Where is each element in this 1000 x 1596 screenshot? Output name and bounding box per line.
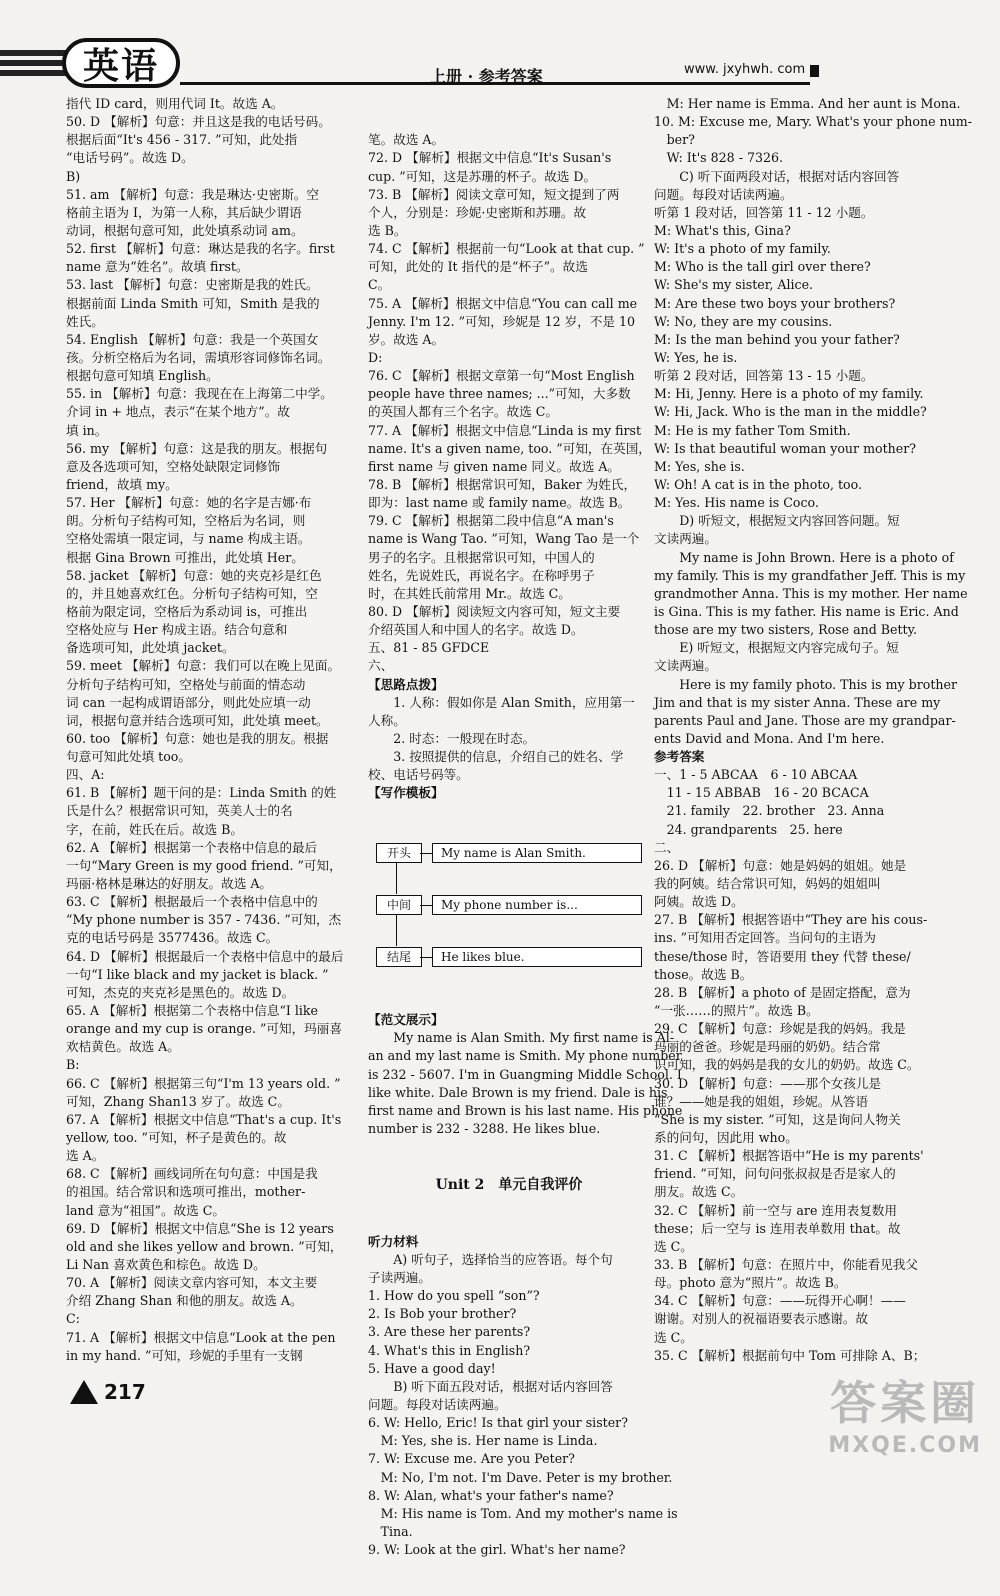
text-line: 【范文展示】 [368, 1012, 444, 1028]
text-line: name is Wang Tao. ”可知，Wang Tao 是一个 [368, 531, 640, 547]
text-line: M: Hi, Jenny. Here is a photo of my family. [654, 386, 924, 402]
text-line: name. It's a given name, too. ”可知，在英国， [368, 440, 651, 456]
text-line: orange and my cup is orange. ”可知，玛丽喜 [66, 1021, 342, 1037]
text-line: 1. How do you spell “son”? [368, 1288, 540, 1304]
text-line: 6. W: Hello, Eric! Is that girl your sister? [368, 1415, 628, 1431]
text-line: 65. A 【解析】根据第二个表格中信息“I like [66, 1003, 318, 1019]
text-line: 3. 按照提供的信息，介绍自己的姓名、学 [368, 749, 624, 765]
arrow-right-icon [420, 905, 432, 924]
text-line: 根据 Gina Brown 可推出，此处填 Her。 [66, 549, 304, 565]
text-line: 75. A 【解析】根据文中信息“You can call me [368, 295, 638, 311]
text-line: 7. W: Excuse me. Are you Peter? [368, 1451, 575, 1467]
text-line: 即为：last name 或 family name。故选 B。 [368, 495, 631, 511]
text-line: 58. jacket 【解析】句意：她的夹克衫是红色 [66, 567, 322, 583]
text-line: land 意为“祖国”。故选 C。 [66, 1202, 225, 1218]
text-line: Tina. [368, 1524, 413, 1539]
text-line: 听第 1 段对话，回答第 11 - 12 小题。 [654, 204, 874, 220]
text-line: 空格处应与 Her 构成主语。结合句意和 [66, 622, 288, 638]
text-line: 氏是什么？根据常识可知，英美人士的名 [66, 803, 293, 819]
text-line: My name is John Brown. Here is a photo of [654, 549, 954, 565]
text-line: ber? [654, 132, 695, 148]
text-line: 笔。故选 A。 [368, 132, 445, 148]
text-line: 57. Her 【解析】句意：她的名字是吉娜·布 [66, 495, 312, 511]
text-line: those。故选 B。 [654, 966, 753, 982]
text-line: 53. last 【解析】句意：史密斯是我的姓氏。 [66, 277, 319, 293]
text-line: 玛丽·格林是琳达的好朋友。故选 A。 [66, 876, 273, 892]
text-line: M: Yes. His name is Coco. [654, 495, 819, 511]
text-line: 26. D 【解析】句意：她是妈妈的姐姐。她是 [654, 857, 907, 873]
text-line: 词，根据句意并结合选项可知，此处填 meet。 [66, 712, 329, 728]
text-line: M: Is the man behind you your father? [654, 331, 900, 347]
text-line: W: Oh! A cat is in the photo, too. [654, 476, 862, 492]
text-line: 孩。分析空格后为名词，需填形容词修饰名词。 [66, 349, 331, 365]
text-line: 77. A 【解析】根据文中信息“Linda is my first [368, 422, 642, 438]
text-line: B) [66, 168, 81, 184]
text-line: 【写作模板】 [368, 785, 444, 801]
text-line: ents David and Mona. And I'm here. [654, 730, 885, 746]
text-line: 67. A 【解析】根据文中信息“That's a cup. It's [66, 1111, 342, 1127]
text-line: 朋友。故选 C。 [654, 1184, 744, 1200]
text-line: M: Who is the tall girl over there? [654, 259, 871, 275]
text-line: 5. Have a good day! [368, 1360, 496, 1376]
watermark [828, 1367, 982, 1458]
text-line: 个人，分别是：珍妮·史密斯和苏珊。故 [368, 204, 587, 220]
text-line: M: His name is Tom. And my mother's name is [368, 1505, 678, 1521]
text-line: 四、A: [66, 767, 105, 783]
text-line: 1. 人称：假如你是 Alan Smith，应用第一 [368, 694, 635, 710]
text-line: number is 232 - 3288. He likes blue. [368, 1120, 601, 1136]
text-line: 66. C 【解析】根据第三句“I'm 13 years old. ” [66, 1075, 341, 1091]
text-line: W: It's a photo of my family. [654, 241, 831, 257]
text-line: 人称。 [368, 712, 406, 728]
header-title: 上册 · 参考答案 [430, 67, 543, 86]
text-line: 一句“I like black and my jacket is black. ” [66, 966, 329, 982]
text-line: W: No, they are my cousins. [654, 313, 833, 329]
text-line: 可知，此处的 It 指代的是“杯子”。故选 [368, 259, 588, 275]
text-line: 29. C 【解析】句意：珍妮是我的妈妈。我是 [654, 1021, 906, 1037]
text-line: 谁？——她是我的姐姐，珍妮。从答语 [654, 1093, 869, 1109]
text-line: 句意可知此处填 too。 [66, 749, 191, 765]
text-line: 格前主语为 I，为第一人称，其后缺少谓语 [66, 204, 302, 220]
text-line: M: He is my father Tom Smith. [654, 422, 851, 438]
text-line: name 意为“姓名”。故填 first。 [66, 259, 249, 275]
arrow-right-icon [420, 853, 432, 872]
text-line: 校、电话号码等。 [368, 767, 469, 783]
text-line: 78. B 【解析】根据常识可知，Baker 为姓氏， [368, 476, 637, 492]
header-square-icon [810, 65, 819, 77]
text-line: old and she likes yellow and brown. ”可知， [66, 1238, 343, 1254]
text-line: 52. first 【解析】句意：琳达是我的名字。first [66, 241, 335, 257]
text-line: 4. What's this in English? [368, 1342, 531, 1358]
text-line: 问题。每段对话读两遍。 [368, 1397, 507, 1413]
text-line: these；后一空与 is 连用表单数用 that。故 [654, 1220, 901, 1236]
text-line: “She is my sister. ”可知，这是询问人物关 [654, 1111, 901, 1127]
text-line: M: Yes, she is. Her name is Linda. [368, 1433, 598, 1449]
text-line: is Gina. This is my father. His name is Eric. And [654, 603, 959, 619]
watermark-logo-text: 答案圈 [830, 1376, 981, 1430]
text-line: 阿姨。故选 D。 [654, 894, 744, 910]
diagram-middle-label: 中间 [376, 895, 422, 915]
text-line: M: What's this, Gina? [654, 222, 791, 238]
text-line: those are my two sisters, Rose and Betty. [654, 622, 918, 638]
text-line: 3. Are these her parents? [368, 1324, 531, 1340]
diagram-start-text: My name is Alan Smith. [432, 843, 642, 863]
text-line: 文读两遍。 [654, 531, 717, 547]
text-line: 27. B 【解析】根据答语中“They are his cous- [654, 912, 928, 928]
text-line: 64. D 【解析】根据最后一个表格中信息中的最后 [66, 948, 344, 964]
text-line: first name 与 given name 同义。故选 A。 [368, 458, 621, 474]
text-line: 介词 in + 地点，表示“在某个地方”。故 [66, 404, 290, 420]
text-line: 选 C。 [654, 1238, 693, 1254]
text-line: 选 A。 [66, 1148, 105, 1164]
text-line: 的，并且她喜欢红色。分析句子结构可知，空 [66, 585, 318, 601]
text-line: 参考答案 [654, 749, 705, 765]
text-line: 时，在其姓氏前常用 Mr.。故选 C。 [368, 585, 571, 601]
text-line: 根据后面“It's 456 - 317. ”可知，此处指 [66, 132, 298, 148]
text-line: 词 can 一起构成谓语部分，则此处应填一动 [66, 694, 311, 710]
text-line: 的祖国。结合常识和选项可推出，mother- [66, 1184, 306, 1200]
text-line: 80. D 【解析】阅读短文内容可知，短文主要 [368, 603, 621, 619]
text-line: 可知，Zhang Shan13 岁了。故选 C。 [66, 1093, 290, 1109]
text-line: 文读两遍。 [654, 658, 717, 674]
diagram-start-label: 开头 [376, 843, 422, 863]
text-line: “电话号码”。故选 D。 [66, 150, 194, 166]
arrow-down-icon [396, 863, 397, 894]
text-line: 10. M: Excuse me, Mary. What's your phone num- [654, 114, 972, 130]
text-line: Li Nan 喜欢黄色和棕色。故选 D。 [66, 1257, 266, 1272]
text-line: like white. Dale Brown is my friend. Dale is his [368, 1084, 668, 1100]
text-line: C) 听下面两段对话，根据对话内容回答 [654, 168, 900, 184]
text-line: 2. Is Bob your brother? [368, 1306, 517, 1322]
text-line: 31. C 【解析】根据答语中“He is my parents' [654, 1148, 924, 1164]
text-line: 介绍英国人和中国人的名字。故选 D。 [368, 622, 584, 638]
header-stripe [0, 60, 62, 66]
text-line: 分析句子结构可知，空格处与前面的情态动 [66, 676, 306, 692]
page-header [0, 30, 1000, 92]
arrow-down-icon [396, 915, 397, 946]
text-line: friend，故填 my。 [66, 476, 178, 492]
text-line: 听第 2 段对话，回答第 13 - 15 小题。 [654, 368, 874, 384]
text-line: B) 听下面五段对话，根据对话内容回答 [368, 1378, 613, 1394]
text-line: these/those 时，答语要用 they 代替 these/ [654, 948, 911, 964]
text-line: 备选项可知，此处填 jacket。 [66, 640, 235, 656]
text-line: B: [66, 1057, 80, 1073]
text-line: D: [368, 350, 383, 365]
text-line: “My phone number is 357 - 7436. ”可知，杰 [66, 912, 342, 928]
text-line: 根据前面 Linda Smith 可知，Smith 是我的 [66, 295, 320, 311]
text-line: 71. A 【解析】根据文中信息“Look at the pen [66, 1329, 336, 1345]
text-line: first name and Brown is his last name. His phone [368, 1102, 683, 1118]
text-line: M: Yes, she is. [654, 458, 745, 474]
text-line: 二、 [654, 839, 680, 855]
text-line: 意及各选项可知，空格处缺限定词修饰 [66, 458, 281, 474]
text-line: 我的阿姨。结合常识可知，妈妈的姐姐叫 [654, 876, 881, 892]
text-line: 姓名，先说姓氏，再说名字。在称呼男子 [368, 567, 595, 583]
text-line: A) 听句子，选择恰当的应答语。每个句 [368, 1251, 613, 1267]
subject-logo: 英语 [62, 38, 180, 88]
text-line: 系的问句，因此用 who。 [654, 1130, 798, 1146]
text-line: 56. my 【解析】句意：这是我的朋友。根据句 [66, 440, 328, 456]
text-line: Here is my family photo. This is my brother [654, 676, 957, 692]
text-line: C。 [368, 277, 391, 293]
text-line: D) 听短文，根据短文内容回答问题。短 [654, 513, 900, 529]
triangle-icon [70, 1380, 98, 1404]
text-line: 28. B 【解析】a photo of 是固定搭配，意为 [654, 984, 911, 1000]
text-line: 50. D 【解析】句意：并且这是我的电话号码。 [66, 114, 331, 130]
text-line: C: [66, 1311, 80, 1327]
text-line: 可知，杰克的夹克衫是黑色的。故选 D。 [66, 984, 295, 1000]
text-line: 【思路点拨】 [368, 676, 444, 692]
header-stripe [0, 50, 70, 56]
text-line: yellow, too. ”可知，杯子是黄色的。故 [66, 1130, 287, 1146]
text-line: 空格处需填一限定词，与 name 构成主语。 [66, 531, 311, 547]
text-line: 指代 ID card，则用代词 It。故选 A。 [66, 96, 284, 111]
column-left [66, 95, 358, 1365]
text-line: E) 听短文，根据短文内容完成句子。短 [654, 640, 899, 656]
text-line: 72. D 【解析】根据文中信息“It's Susan's [368, 150, 612, 166]
text-line: 选 C。 [654, 1329, 693, 1345]
text-line: 填 in。 [66, 422, 108, 438]
text-line: cup. ”可知，这是苏珊的杯子。故选 D。 [368, 168, 597, 184]
text-line: my family. This is my grandfather Jeff. This is my [654, 567, 966, 583]
text-line: 六、 [368, 658, 394, 674]
column-right [654, 95, 972, 1365]
text-line: 51. am 【解析】句意：我是琳达·史密斯。空 [66, 186, 319, 202]
text-line: M: Her name is Emma. And her aunt is Mona. [654, 96, 961, 111]
text-line: friend. ”可知，问句问张叔叔是否是家人的 [654, 1166, 896, 1182]
text-line: 岁。故选 A。 [368, 331, 445, 347]
text-line: W: Is that beautiful woman your mother? [654, 440, 916, 456]
text-line: 69. D 【解析】根据文中信息“She is 12 years [66, 1220, 334, 1236]
text-line: 33. B 【解析】句意：在照片中，你能看见我父 [654, 1257, 918, 1272]
page-number-text: 217 [104, 1380, 146, 1404]
writing-template-diagram [368, 843, 650, 969]
text-line: 76. C 【解析】根据文章第一句“Most English [368, 368, 635, 384]
text-line: 60. too 【解析】句意：她也是我的朋友。根据 [66, 730, 329, 746]
text-line: 79. C 【解析】根据第二段中信息“A man's [368, 513, 614, 529]
text-line: W: Yes, he is. [654, 349, 738, 365]
text-line: W: It's 828 - 7326. [654, 150, 784, 166]
text-line: ins. ”可知用否定回答。当问句的主语为 [654, 930, 876, 946]
text-line: 32. C 【解析】前一空与 are 连用表复数用 [654, 1202, 897, 1218]
text-line: 玛丽的爸爸。珍妮是玛丽的奶奶。结合常 [654, 1039, 881, 1055]
text-line: W: She's my sister, Alice. [654, 277, 814, 293]
text-line: “一张……的照片”。故选 B。 [654, 1003, 819, 1019]
text-line: 70. A 【解析】阅读文章内容可知，本文主要 [66, 1275, 318, 1291]
text-line: 34. C 【解析】句意：——玩得开心啊！—— [654, 1293, 906, 1309]
text-line: 74. C 【解析】根据前一句“Look at that cup. ” [368, 241, 645, 257]
header-stripe [0, 70, 66, 76]
unit-title: Unit 2 单元自我评价 [435, 1177, 583, 1194]
text-line: 一、1 - 5 ABCAA 6 - 10 ABCAA [654, 767, 858, 783]
text-line: 30. D 【解析】句意：——那个女孩儿是 [654, 1075, 882, 1091]
text-line: 子读两遍。 [368, 1270, 431, 1286]
text-line: 的英国人都有三个名字。故选 C。 [368, 404, 558, 420]
text-line: 母。photo 意为“照片”。故选 B。 [654, 1275, 847, 1291]
text-line: 根据句意可知填 English。 [66, 368, 219, 384]
text-line: 8. W: Alan, what's your father's name? [368, 1487, 614, 1503]
text-line: 动词，根据句意可知，此处填系动词 am。 [66, 222, 304, 238]
text-line: 谢谢。对别人的祝福语要表示感谢。故 [654, 1311, 869, 1327]
text-line: 字，在前，姓氏在后。故选 B。 [66, 821, 243, 837]
text-line: in my hand. ”可知，珍妮的手里有一支钢 [66, 1347, 303, 1363]
text-line: Jenny. I'm 12. ”可知，珍妮是 12 岁，不是 10 [368, 313, 636, 329]
answers-72-to-template [368, 131, 650, 802]
text-line: 63. C 【解析】根据最后一个表格中信息中的 [66, 894, 318, 910]
text-line: 朗。分析句子结构可知，空格后为名词，则 [66, 513, 306, 529]
text-line: 问题。每段对话读两遍。 [654, 186, 793, 202]
text-line: 2. 时态：一般现在时态。 [368, 730, 536, 746]
text-line: parents Paul and Jane. Those are my grandpar- [654, 712, 956, 728]
diagram-middle-text: My phone number is... [432, 895, 642, 915]
text-line: 姓氏。 [66, 313, 104, 329]
text-line: My name is Alan Smith. My first name is Al- [368, 1030, 675, 1046]
text-line: 9. W: Look at the girl. What's her name? [368, 1542, 626, 1558]
text-line: grandmother Anna. This is my mother. Her name [654, 585, 968, 601]
text-line: M: Are these two boys your brothers? [654, 295, 896, 311]
text-line: 介绍 Zhang Shan 和他的朋友。故选 A。 [66, 1293, 303, 1309]
text-line: Jim and that is my sister Anna. These are my [654, 694, 941, 710]
watermark-url: MXQE.COM [828, 1433, 982, 1458]
text-line: 24. grandparents 25. here [654, 821, 843, 837]
text-line: is 232 - 5607. I'm in Guangming Middle School. I [368, 1066, 682, 1082]
text-line: 21. family 22. brother 23. Anna [654, 803, 885, 819]
text-line: an and my last name is Smith. My phone number [368, 1048, 682, 1064]
diagram-end-text: He likes blue. [432, 947, 642, 967]
model-essay [368, 1011, 683, 1138]
header-url: www. jxyhwh. com [684, 62, 806, 77]
diagram-end-label: 结尾 [376, 947, 422, 967]
arrow-right-icon [420, 957, 432, 976]
text-line: M: No, I'm not. I'm Dave. Peter is my brother. [368, 1469, 673, 1485]
text-line: 11 - 15 ABBAB 16 - 20 BCACA [654, 785, 869, 801]
text-line: 一句“Mary Green is my good friend. ”可知， [66, 857, 342, 873]
text-line: 识可知，我的妈妈是我的女儿的奶奶。故选 C。 [654, 1057, 920, 1073]
text-line: 68. C 【解析】画线词所在句句意：中国是我 [66, 1166, 318, 1182]
text-line: 35. C 【解析】根据前句中 Tom 可排除 A、B； [654, 1347, 926, 1363]
text-line: 59. meet 【解析】句意：我们可以在晚上见面。 [66, 658, 341, 674]
text-line: people have three names; ...”可知，大多数 [368, 386, 631, 402]
text-line: 73. B 【解析】阅读文章可知，短文提到了两 [368, 186, 620, 202]
text-line: 62. A 【解析】根据第一个表格中信息的最后 [66, 839, 318, 855]
text-line: 61. B 【解析】题干问的是：Linda Smith 的姓 [66, 785, 337, 801]
text-line: 54. English 【解析】句意：我是一个英国女 [66, 331, 319, 347]
text-line: 克的电话号码是 3577436。故选 C。 [66, 930, 279, 946]
text-line: W: Hi, Jack. Who is the man in the middle? [654, 404, 927, 420]
text-line: 选 B。 [368, 223, 407, 239]
text-line: 五、81 - 85 GFDCE [368, 640, 490, 656]
text-line: 格前为限定词，空格后为系动词 is，可推出 [66, 603, 308, 619]
text-line: 55. in 【解析】句意：我现在在上海第二中学。 [66, 386, 333, 402]
text-line: 欢桔黄色。故选 A。 [66, 1039, 180, 1055]
page-number [70, 1380, 146, 1404]
text-line: 男子的名字。且根据常识可知，中国人的 [368, 549, 595, 565]
text-line: 听力材料 [368, 1233, 419, 1249]
